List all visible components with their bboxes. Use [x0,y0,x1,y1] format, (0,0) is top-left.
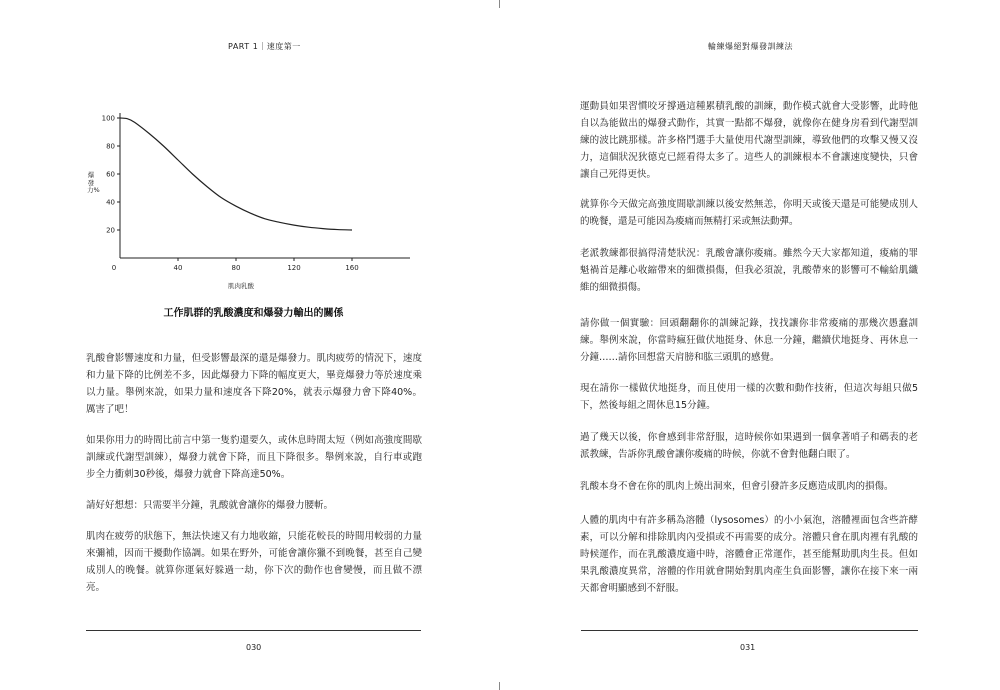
y-tick-label: 60 [106,170,115,179]
x-tick-label: 160 [345,264,359,272]
body-paragraph: 如果你用力的時間比前言中第一隻豹還要久，或休息時間太短（例如高強度間歇訓練或代謝型訓練），爆發力就會下降，而且下降很多。舉例來說，自行車或跑步全力衝刺30秒後，爆發力就會下降高達50%。 [86,435,422,480]
body-paragraph: 現在請你一樣做伏地挺身，而且使用一樣的次數和動作技術，但這次每組只做5下，然後每組之間休息15分鐘。 [580,383,918,411]
running-header-right: 輪練爆絕對爆發訓練法 [708,42,793,51]
body-paragraph: 過了幾天以後，你會感到非常舒服，這時候你如果遇到一個拿著哨子和碼表的老派教練，告訴你乳酸會讓你痠痛的時候，你就不會對他翻白眼了。 [580,432,918,460]
body-paragraph: 人體的肌肉中有許多稱為溶體（lysosomes）的小小氣泡，溶體裡面包含些許酵素，可以分解和排除肌肉內受損或不再需要的成分。溶體只會在肌肉裡有乳酸的時候運作，而在乳酸濃度適中時，溶體會正常運作，甚至能幫助肌肉生長。但如果乳酸濃度異常，溶體的作用就會開始對肌肉產生負面影響，讓你在接下來一兩天都會明顯感到不舒服。 [580,515,918,594]
power-decay-curve [120,118,352,230]
page-number: 030 [246,643,262,652]
footer-divider [86,630,421,631]
y-tick-label: 40 [106,198,115,207]
y-tick-label: 80 [106,142,115,151]
body-paragraph: 乳酸本身不會在你的肌肉上燒出洞來，但會引發許多反應造成肌肉的損傷。 [580,481,894,492]
page-number: 031 [740,643,756,652]
body-paragraph: 肌肉在疲勞的狀態下，無法快速又有力地收縮，只能花較長的時間用較弱的力量來彌補，因而干擾動作協調。如果在野外，可能會讓你獵不到晚餐，甚至自己變成別人的晚餐。就算你運氣好躲過一劫，你下次的動作也會變慢，而且做不漂亮。 [86,531,422,593]
x-tick-label: 0 [111,264,117,272]
y-tick-label: 100 [101,114,115,123]
body-paragraph: 運動員如果習慣咬牙撐過這種累積乳酸的訓練，動作模式就會大受影響，此時他自以為能做出的爆發式動作，其實一點都不爆發，就像你在健身房看到代謝型訓練的波比跳那樣。許多格鬥選手大量使用代謝型訓練，導致他們的攻擊又慢又沒力，這個狀況狄德克已經看得太多了。這些人的訓練根本不會讓速度變快，只會讓自己死得更快。 [580,101,918,180]
body-paragraph: 老派教練都很搞得清楚狀況：乳酸會讓你痠痛。雖然今天大家都知道，痠痛的罪魁禍首是離心收縮帶來的細微損傷，但我必須說，乳酸帶來的影響可不輸給肌纖維的細微損傷。 [580,248,918,293]
chart-caption: 工作肌群的乳酸濃度和爆發力輸出的關係 [163,308,344,319]
x-tick-label: 80 [231,264,241,272]
y-tick-label: 20 [106,226,115,235]
chart-layer [102,113,410,272]
body-paragraph: 就算你今天做完高強度間歇訓練以後安然無恙，你明天或後天還是可能變成別人的晚餐，還是可能因為痠痛而無精打采或無法動彈。 [580,199,918,227]
chart-y-axis-label: 爆發力% [87,171,100,194]
right-page [500,0,1000,690]
lactate-power-chart [80,105,420,275]
chart-x-axis-label: 肌肉乳酸 [228,282,254,290]
body-paragraph: 請好好想想：只需要半分鐘，乳酸就會讓你的爆發力腰斬。 [86,500,334,511]
x-tick-label: 120 [287,264,301,272]
running-header-left: PART 1｜速度第一 [228,42,301,51]
body-paragraph: 乳酸會影響速度和力量，但受影響最深的還是爆發力。肌肉疲勞的情況下，速度和力量下降的比例差不多，因此爆發力下降的幅度更大，畢竟爆發力等於速度乘以力量。舉例來說，如果力量和速度各下降20%，就表示爆發力會下降40%。厲害了吧！ [86,353,422,415]
body-paragraph: 請你做一個實驗：回頭翻翻你的訓練記錄，找找讓你非常痠痛的那幾次愚蠢訓練。舉例來說，你當時瘋狂做伏地挺身、休息一分鐘，繼續伏地挺身、再休息一分鐘……請你回想當天肩膀和肱三頭肌的感覺。 [580,318,918,363]
x-tick-label: 40 [173,264,183,272]
footer-divider [581,630,918,631]
